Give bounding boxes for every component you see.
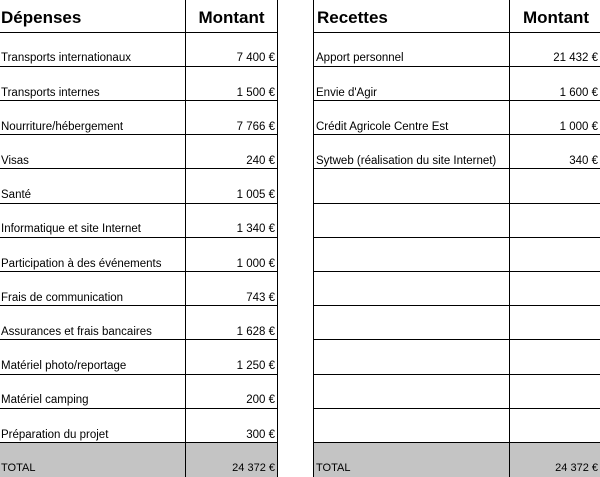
depenses-row-divider [0, 339, 278, 340]
depenses-row-label: Frais de communication [1, 292, 124, 304]
depenses-row-label: Transports internationaux [1, 52, 131, 64]
depenses-row-amount: 1 000 € [236, 258, 275, 270]
depenses-row-divider [0, 66, 278, 67]
depenses-row-label: Santé [1, 189, 32, 201]
depenses-row-amount: 300 € [246, 429, 275, 441]
depenses-row-divider [0, 305, 278, 306]
depenses-row-divider [0, 237, 278, 238]
recettes-row-label: Envie d'Agir [316, 87, 378, 99]
depenses-amount-header: Montant [198, 8, 265, 27]
recettes-row-divider [313, 271, 600, 272]
depenses-row-divider [0, 271, 278, 272]
recettes-row-label: Sytweb (réalisation du site Internet) [316, 155, 497, 167]
vline-depenses-amount [277, 0, 278, 477]
depenses-row-divider [0, 168, 278, 169]
recettes-row-divider [313, 408, 600, 409]
depenses-total-amount: 24 372 € [232, 462, 275, 474]
depenses-row-amount: 1 628 € [236, 326, 275, 338]
vline-recettes-amount [509, 0, 510, 477]
depenses-row-label: Préparation du projet [1, 429, 109, 441]
depenses-row-amount: 7 400 € [236, 52, 275, 64]
depenses-row-amount: 1 340 € [236, 223, 275, 235]
depenses-row-label: Matériel camping [1, 394, 89, 406]
recettes-total-label: TOTAL [316, 462, 351, 474]
recettes-row-divider [313, 66, 600, 67]
recettes-row-label: Apport personnel [316, 52, 404, 64]
recettes-amount-header: Montant [523, 8, 590, 27]
depenses-row-amount: 200 € [246, 394, 275, 406]
recettes-row-divider [313, 134, 600, 135]
depenses-row-amount: 1 005 € [236, 189, 275, 201]
recettes-row-divider [313, 168, 600, 169]
depenses-row-label: Transports internes [1, 87, 100, 99]
recettes-row-divider [313, 442, 600, 443]
recettes-row-amount: 340 € [569, 155, 598, 167]
depenses-row-divider [0, 408, 278, 409]
recettes-header: Recettes [317, 8, 388, 27]
depenses-row-label: Matériel photo/reportage [1, 360, 127, 372]
recettes-row-divider [313, 32, 600, 33]
depenses-row-amount: 743 € [246, 292, 275, 304]
recettes-row-label: Crédit Agricole Centre Est [316, 121, 449, 133]
depenses-row-label: Visas [1, 155, 29, 167]
vline-recettes-left [313, 0, 314, 477]
depenses-row-amount: 240 € [246, 155, 275, 167]
recettes-row-amount: 21 432 € [553, 52, 598, 64]
depenses-row-label: Assurances et frais bancaires [1, 326, 152, 338]
depenses-row-label: Nourriture/hébergement [1, 121, 124, 133]
recettes-row-amount: 1 000 € [559, 121, 598, 133]
depenses-row-divider [0, 134, 278, 135]
recettes-total-amount: 24 372 € [555, 462, 598, 474]
depenses-row-amount: 1 250 € [236, 360, 275, 372]
depenses-row-divider [0, 442, 278, 443]
recettes-row-divider [313, 374, 600, 375]
depenses-row-divider [0, 203, 278, 204]
recettes-row-divider [313, 100, 600, 101]
depenses-row-label: Participation à des événements [1, 258, 162, 270]
recettes-row-divider [313, 237, 600, 238]
recettes-row-amount: 1 600 € [559, 87, 598, 99]
depenses-row-amount: 1 500 € [236, 87, 275, 99]
depenses-row-divider [0, 100, 278, 101]
recettes-row-divider [313, 203, 600, 204]
recettes-row-divider [313, 305, 600, 306]
recettes-row-divider [313, 339, 600, 340]
depenses-row-label: Informatique et site Internet [1, 223, 141, 235]
depenses-row-amount: 7 766 € [236, 121, 275, 133]
depenses-row-divider [0, 32, 278, 33]
depenses-header: Dépenses [1, 8, 82, 27]
depenses-total-label: TOTAL [1, 462, 36, 474]
depenses-row-divider [0, 374, 278, 375]
